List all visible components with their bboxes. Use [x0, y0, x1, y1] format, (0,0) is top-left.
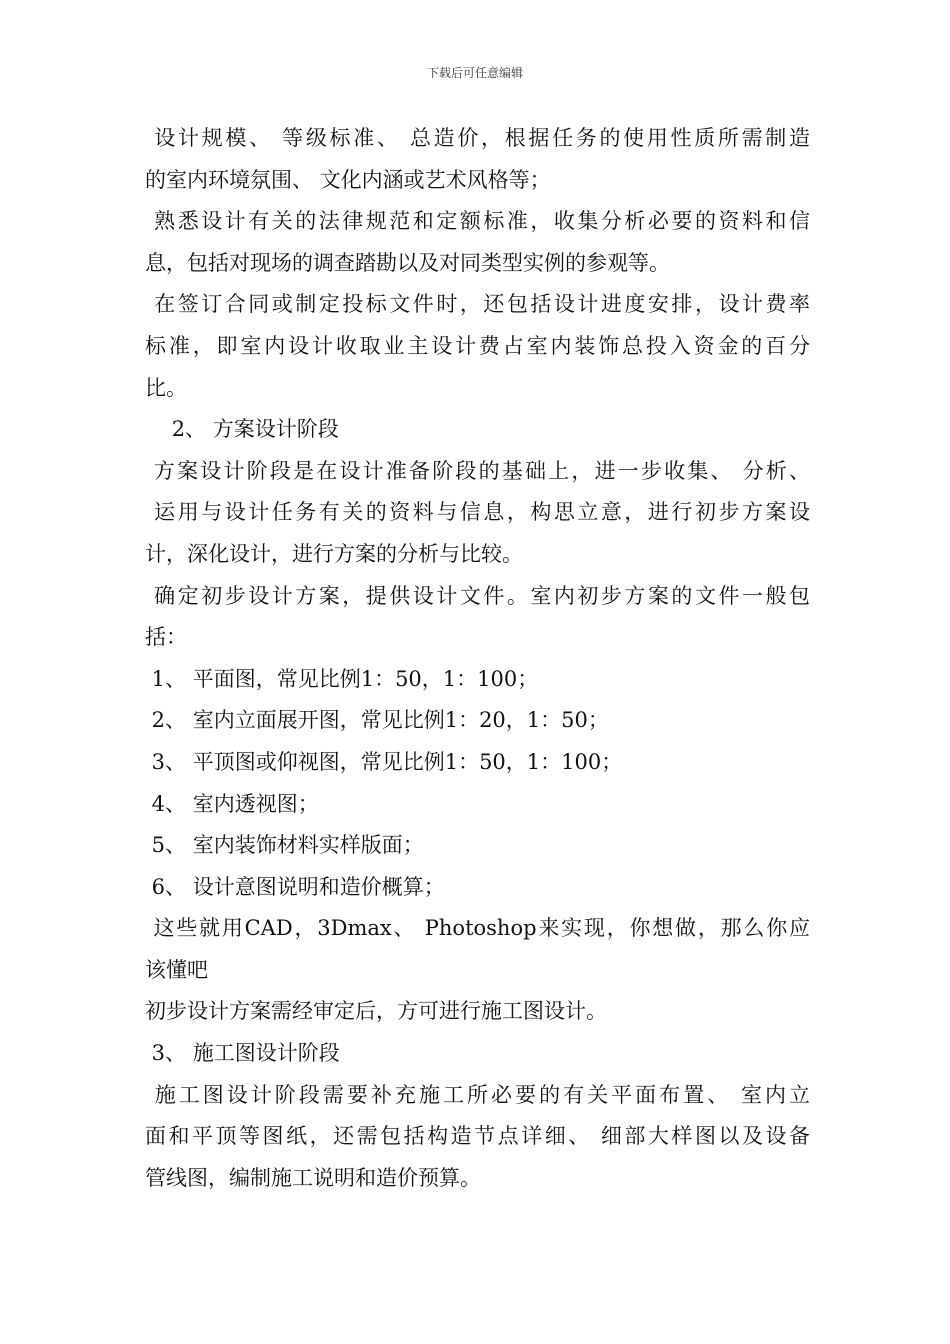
text-line: 面和平顶等图纸，还需包括构造节点详细、 细部大样图以及设备 [145, 1124, 810, 1149]
document-body [145, 118, 810, 1199]
text-line: 括： [145, 625, 187, 650]
text-line: 确定初步设计方案，提供设计文件。室内初步方案的文件一般包 [145, 583, 810, 608]
text-line: 这些就用CAD，3Dmax、 Photoshop来实现，你想做，那么你应 [145, 916, 810, 941]
list-item: 1、 平面图，常见比例1：50，1：100； [145, 666, 539, 691]
text-line: 管线图，编制施工说明和造价预算。 [145, 1165, 481, 1190]
text-line: 施工图设计阶段需要补充施工所必要的有关平面布置、 室内立 [145, 1082, 810, 1107]
list-item: 6、 设计意图说明和造价概算； [145, 874, 445, 899]
section-heading: 3、 施工图设计阶段 [145, 1041, 340, 1066]
text-line: 在签订合同或制定投标文件时，还包括设计进度安排，设计费率 [145, 292, 810, 317]
text-line: 方案设计阶段是在设计准备阶段的基础上，进一步收集、 分析、 [145, 458, 810, 483]
text-line: 计，深化设计，进行方案的分析与比较。 [145, 541, 523, 566]
text-line: 比。 [145, 375, 187, 400]
page-header-note: 下载后可任意编辑 [426, 66, 523, 80]
list-item: 5、 室内装饰材料实样版面； [145, 833, 424, 858]
section-heading: 2、 方案设计阶段 [145, 417, 339, 442]
text-line: 运用与设计任务有关的资料与信息，构思立意，进行初步方案设 [145, 500, 810, 525]
text-line: 标准，即室内设计收取业主设计费占室内装饰总投入资金的百分 [145, 333, 810, 358]
text-line: 初步设计方案需经审定后，方可进行施工图设计。 [145, 999, 607, 1024]
text-line: 该懂吧 [145, 957, 208, 982]
list-item: 4、 室内透视图； [145, 791, 319, 816]
text-line: 设计规模、 等级标准、 总造价，根据任务的使用性质所需制造 [145, 126, 810, 150]
text-line: 息，包括对现场的调查踏勘以及对同类型实例的参观等。 [145, 250, 670, 275]
text-line: 的室内环境氛围、 文化内涵或艺术风格等； [145, 167, 551, 192]
list-item: 2、 室内立面展开图，常见比例1：20，1：50； [145, 708, 609, 733]
text-line: 熟悉设计有关的法律规范和定额标准，收集分析必要的资料和信 [145, 209, 810, 234]
list-item: 3、 平顶图或仰视图，常见比例1：50，1：100； [145, 749, 623, 774]
